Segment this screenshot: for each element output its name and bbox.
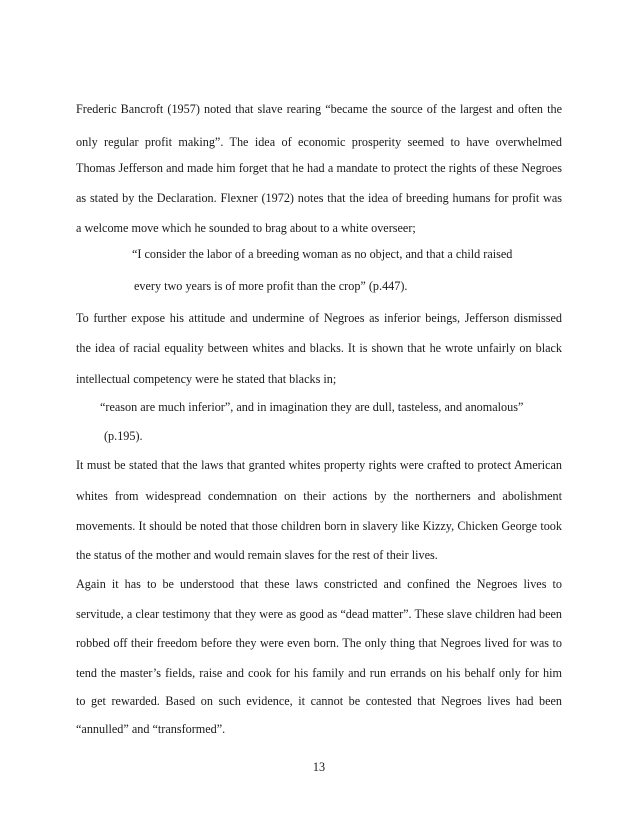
text-line: Again it has to be understood that these laws constricted and confined the Negroes lives to <box>76 577 562 591</box>
text-line: To further expose his attitude and undermine of Negroes as inferior beings, Jefferson dismissed <box>76 311 562 325</box>
text-line: the status of the mother and would remain slaves for the rest of their lives. <box>76 548 438 562</box>
text-line: a welcome move which he sounded to brag about to a white overseer; <box>76 221 416 235</box>
block-quote-citation: (p.195). <box>104 429 143 443</box>
text-line: robbed off their freedom before they were even born. The only thing that Negroes lived for was to <box>76 636 562 650</box>
text-line: servitude, a clear testimony that they were as good as “dead matter”. These slave children had been <box>76 607 562 621</box>
text-line: only regular profit making”. The idea of economic prosperity seemed to have overwhelmed <box>76 135 562 149</box>
text-line: the idea of racial equality between whites and blacks. It is shown that he wrote unfairly on black <box>76 341 562 355</box>
text-line: “annulled” and “transformed”. <box>76 722 226 736</box>
page-number: 13 <box>312 760 326 774</box>
text-line: tend the master’s fields, raise and cook for his family and run errands on his behalf only for him <box>76 666 562 680</box>
text-line: Thomas Jefferson and made him forget that he had a mandate to protect the rights of these Negroes <box>76 161 562 175</box>
block-quote-line: “I consider the labor of a breeding woman as no object, and that a child raised <box>132 247 513 261</box>
text-line: It must be stated that the laws that granted whites property rights were crafted to protect American <box>76 458 562 472</box>
text-line: whites from widespread condemnation on their actions by the northerners and abolishment <box>76 489 562 503</box>
block-quote-line: every two years is of more profit than the crop” (p.447). <box>134 279 408 293</box>
text-line: Frederic Bancroft (1957) noted that slave rearing “became the source of the largest and often the <box>76 102 562 116</box>
text-line: to get rewarded. Based on such evidence, it cannot be contested that Negroes lives had been <box>76 694 562 708</box>
text-line: intellectual competency were he stated that blacks in; <box>76 372 337 386</box>
text-line: movements. It should be noted that those children born in slavery like Kizzy, Chicken George took <box>76 519 562 533</box>
block-quote-line: “reason are much inferior”, and in imagination they are dull, tasteless, and anomalous” <box>100 400 524 414</box>
text-line: as stated by the Declaration. Flexner (1972) notes that the idea of breeding humans for profit was <box>76 191 562 205</box>
